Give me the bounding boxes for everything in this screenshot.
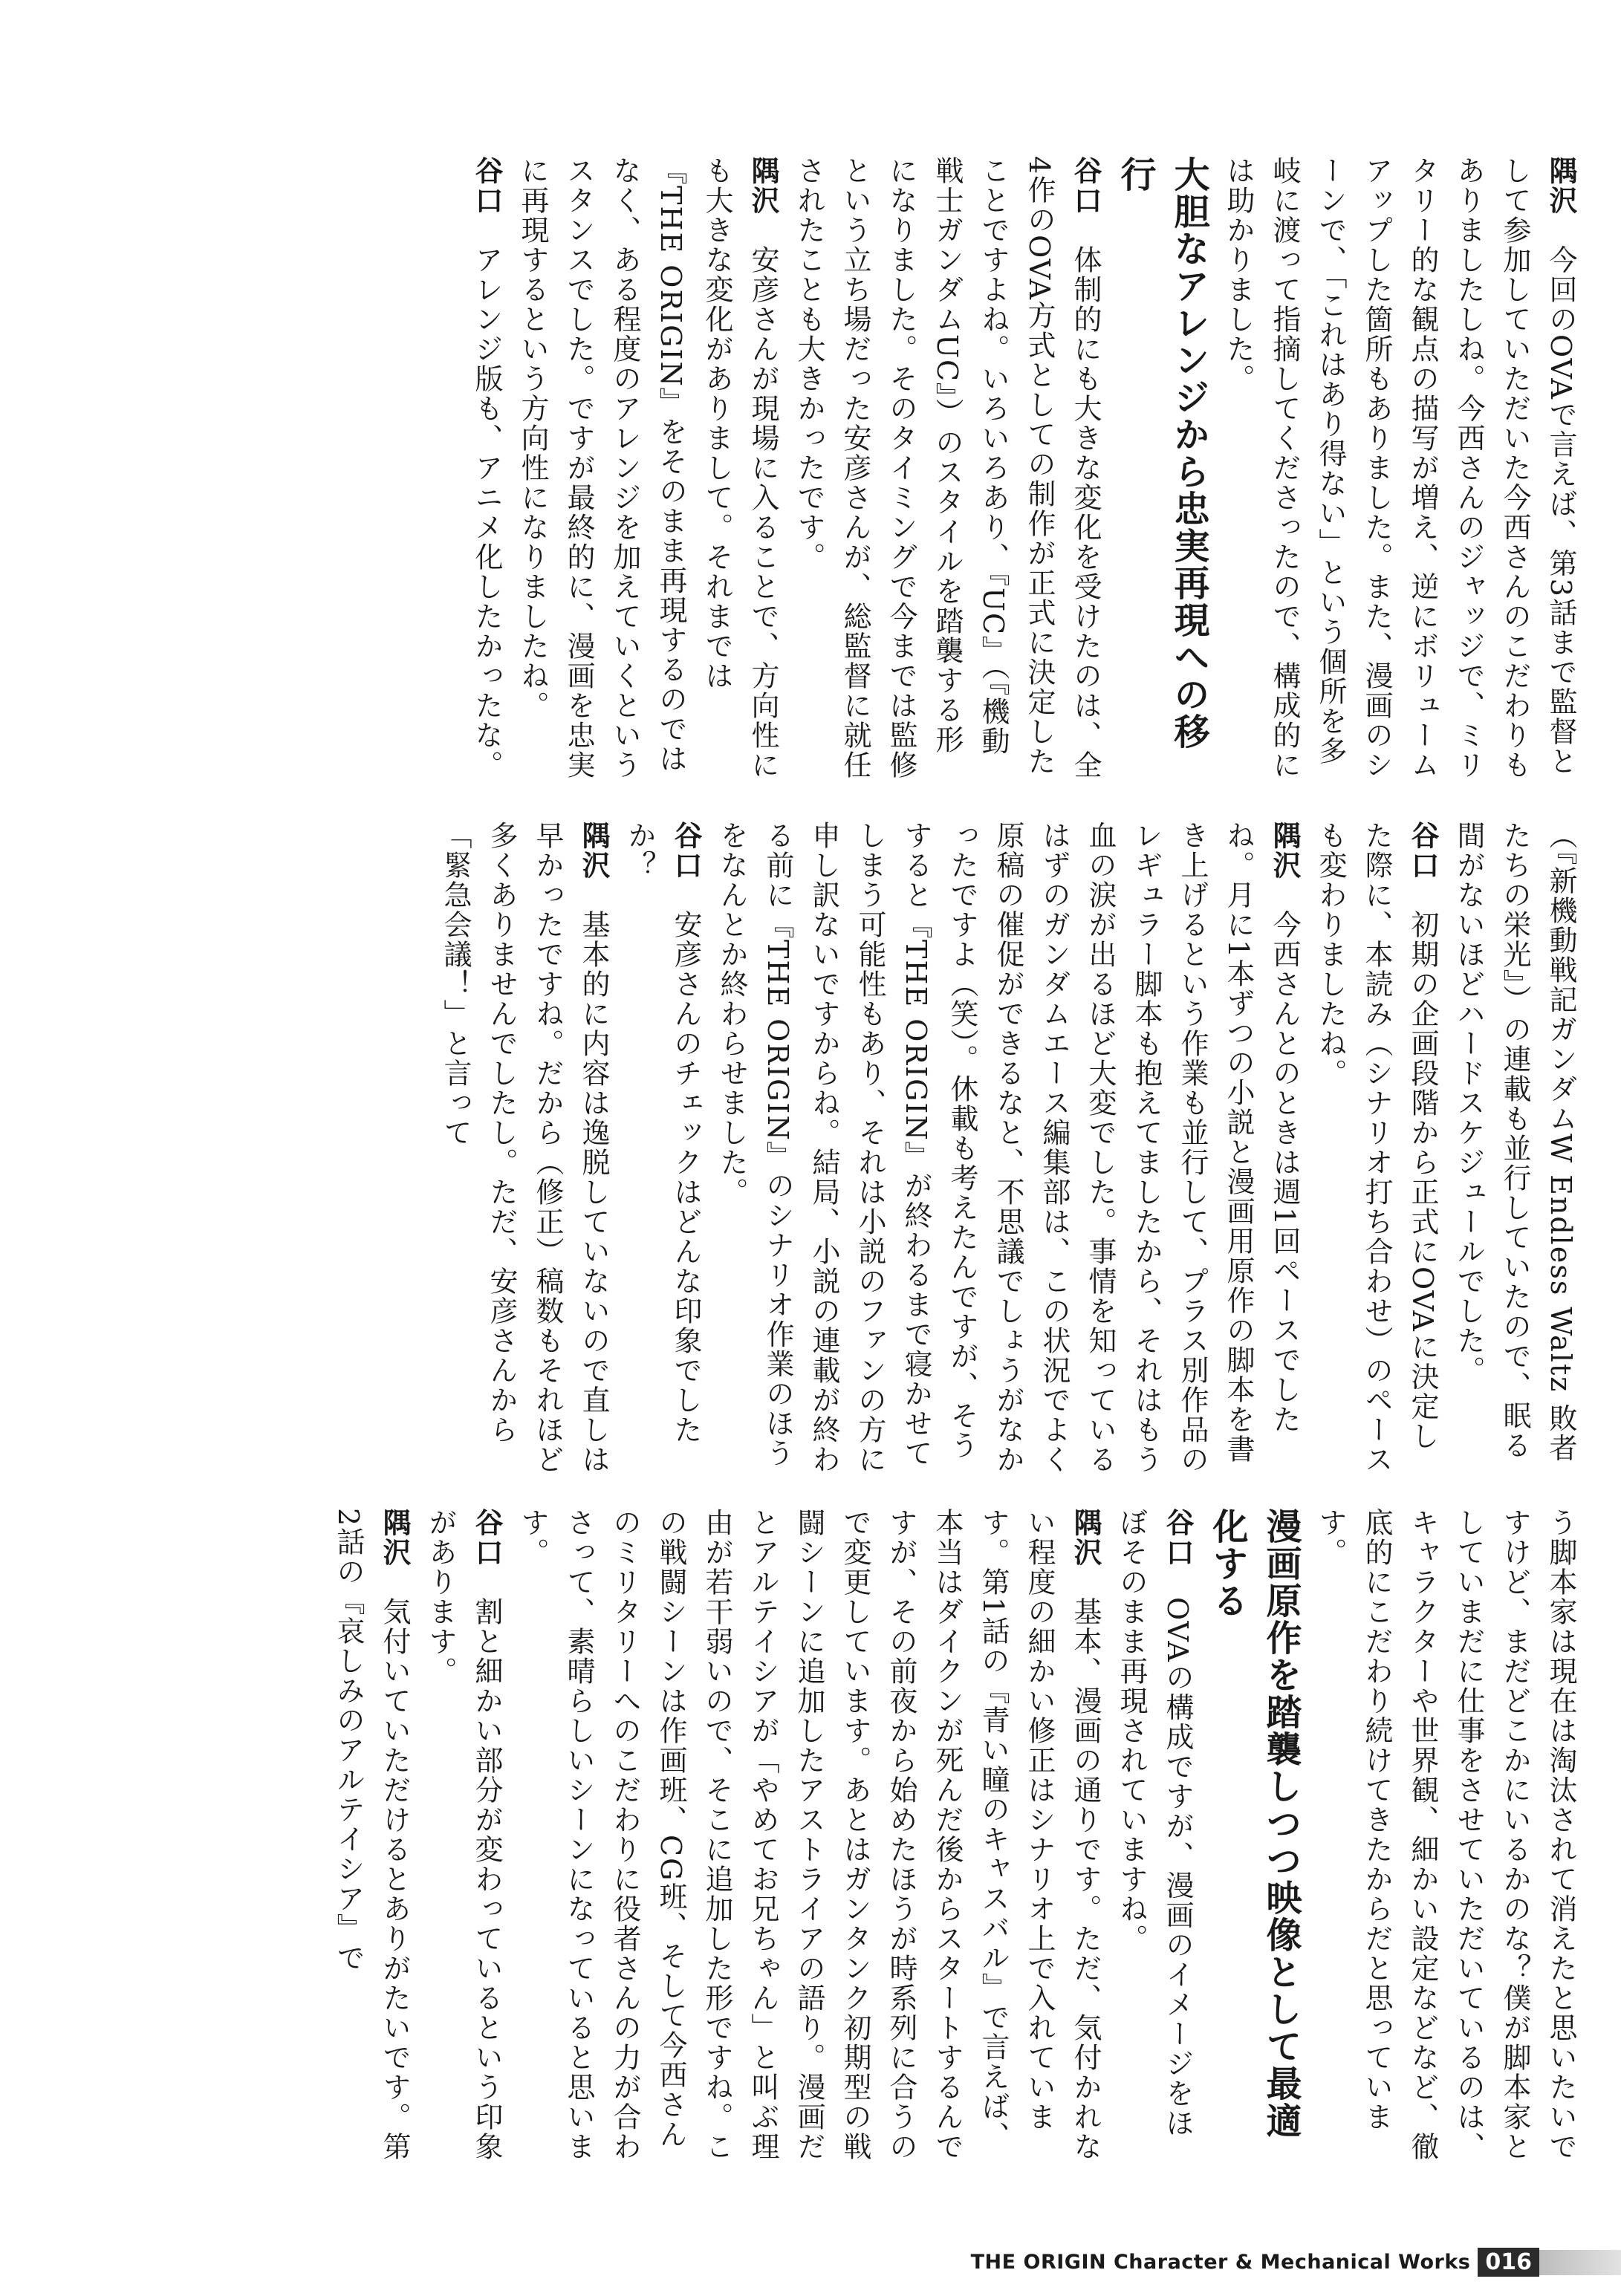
dialogue-text: （『新機動戦記ガンダムW Endless Waltz 敗者たちの栄光』）の連載も並行していたので、眠る間がないほどハードスケジュールでした。 [1452, 821, 1577, 1463]
speaker-name: 谷口 [1161, 1508, 1194, 1567]
dialogue-text: 基本、漫画の通りです。ただ、気付かれない程度の細かい修正はシナリオ上で入れています。第1話の『青い瞳のキャスバル』で言えば、本当はダイクンが死んだ後からスタートするんですが、その前夜から始めたほうが時系列に合うので変更しています。あとはガンタンク初期型の戦闘シーンに追加したアストライアの語り。漫画だとアルテイシアが「やめてお兄ちゃん」と叫ぶ理由が若干弱いので、そこに追加した形ですね。この戦闘シーンは作画班、CG班、そして今西さんのミリタリーへのこだわりに役者さんの力が合わさって、素晴らしいシーンになっていると思います。 [516, 1508, 1102, 2162]
text-block-top [37, 156, 1584, 780]
dialogue-text: OVAの構成ですが、漫画のイメージをほぼそのまま再現されていますね。 [1115, 1508, 1194, 2139]
speaker-name: 隅沢 [747, 156, 779, 215]
text-block-middle [37, 821, 1584, 1474]
speaker-name: 隅沢 [1268, 821, 1301, 880]
dialogue-paragraph [709, 821, 1307, 1474]
dialogue-paragraph [786, 156, 1108, 780]
speaker-name: 隅沢 [1544, 156, 1577, 215]
dialogue-paragraph [418, 1508, 510, 2162]
dialogue-text: 安彦さんが現場に入ることで、方向性にも大きな変化がありまして。それまでは『THE ORIGIN』をそのまま再現するのではなく、ある程度のアレンジを加えていくというスタンスでした。ですが最終的に、漫画を忠実に再現するという方向性になりましたね。 [516, 156, 779, 780]
dialogue-paragraph [617, 821, 709, 1474]
dialogue-paragraph [1215, 156, 1584, 780]
speaker-name: 谷口 [1069, 156, 1102, 215]
book-title: THE ORIGIN Character & Mechanical Works [970, 2251, 1471, 2274]
page-number: 016 [1478, 2248, 1539, 2277]
dialogue-text: 基本的に内容は逸脱していないので直しは早かったですね。だから（修正）稿数もそれほど多くありませんでしたし。ただ、安彦さんから「緊急会議！」と言って [439, 821, 610, 1474]
dialogue-text: 気付いていただけるとありがたいです。第2話の『哀しみのアルテイシア』で [332, 1508, 411, 2162]
dialogue-paragraph [432, 821, 617, 1474]
dialogue-text: 安彦さんのチェックはどんな印象でしたか？ [623, 821, 702, 1445]
speaker-name: 隅沢 [378, 1508, 411, 1567]
dialogue-text: う脚本家は現在は淘汰されて消えたと思いたいですけど、まだどこかにいるかのな？僕が脚本家としていまだに仕事をさせていただいているのは、キャラクターや世界観、細かい設定などなど、徹底的にこだわり続けてきたからだと思っています。 [1314, 1508, 1577, 2162]
speaker-name: 谷口 [669, 821, 702, 880]
speaker-name: 隅沢 [1069, 1508, 1102, 1567]
dialogue-paragraph [1307, 1508, 1584, 2162]
dialogue-text: 割と細かい部分が変わっているという印象があります。 [424, 1508, 503, 2162]
page-tab-decoration [1539, 2250, 1621, 2275]
dialogue-paragraph [1446, 821, 1584, 1474]
text-block-bottom [37, 1508, 1584, 2162]
dialogue-paragraph [510, 156, 786, 780]
page-footer [971, 2248, 1621, 2277]
dialogue-text: 今回のOVAで言えば、第3話まで監督として参加していただいた今西さんのこだわりもありましたしね。今西さんのジャッジで、ミリタリー的な観点の描写が増え、逆にボリュームアップした箇所もありました。また、漫画のシーンで、「これはあり得ない」という個所を多岐に渡って指摘してくださったので、構成的には助かりました。 [1222, 156, 1577, 780]
speaker-name: 谷口 [1406, 821, 1439, 880]
section-heading: 漫画原作を踏襲しつつ映像として最適化する [1206, 1508, 1302, 2139]
section-heading: 大胆なアレンジから忠実再現への移行 [1114, 156, 1209, 750]
dialogue-paragraph [325, 1508, 418, 2162]
speaker-name: 隅沢 [577, 821, 610, 880]
dialogue-text: 初期の企画段階から正式にOVAに決定した際に、本読み（シナリオ打ち合わせ）のペースも変わりましたね。 [1314, 821, 1439, 1474]
dialogue-paragraph [464, 156, 510, 780]
speaker-name: 谷口 [470, 156, 503, 215]
dialogue-paragraph [1108, 1508, 1201, 2162]
dialogue-text: アレンジ版も、アニメ化したかったな。 [470, 245, 503, 780]
dialogue-paragraph [510, 1508, 1108, 2162]
dialogue-paragraph [1307, 821, 1446, 1474]
dialogue-text: 体制的にも大きな変化を受けたのは、全4作のOVA方式としての制作が正式に決定したことですよね。いろいろあり、『UC』（『機動戦士ガンダムUC』）のスタイルを踏襲する形になりました。そのタイミングで今までは監修という立ち場だった安彦さんが、総監督に就任されたことも大きかったです。 [793, 156, 1102, 780]
speaker-name: 谷口 [470, 1508, 503, 1567]
dialogue-text: 今西さんとのときは週1回ペースでしたね。月に1本ずつの小説と漫画用原作の脚本を書き上げるという作業も並行して、プラス別作品のレギュラー脚本も抱えてましたから、それはもう血の涙が出るほど大変でした。事情を知っているはずのガンダムエース編集部は、この状況でよく原稿の催促ができるなと、不思議でしょうがなかったですよ（笑）。休載も考えたんですが、そうすると『THE ORIGIN』が終わるまで寝かせてしまう可能性もあり、それは小説のファンの方に申し訳ないですからね。結局、小説の連載が終わる前に『THE ORIGIN』のシナリオ作業のほうをなんとか終わらせました。 [715, 821, 1301, 1474]
